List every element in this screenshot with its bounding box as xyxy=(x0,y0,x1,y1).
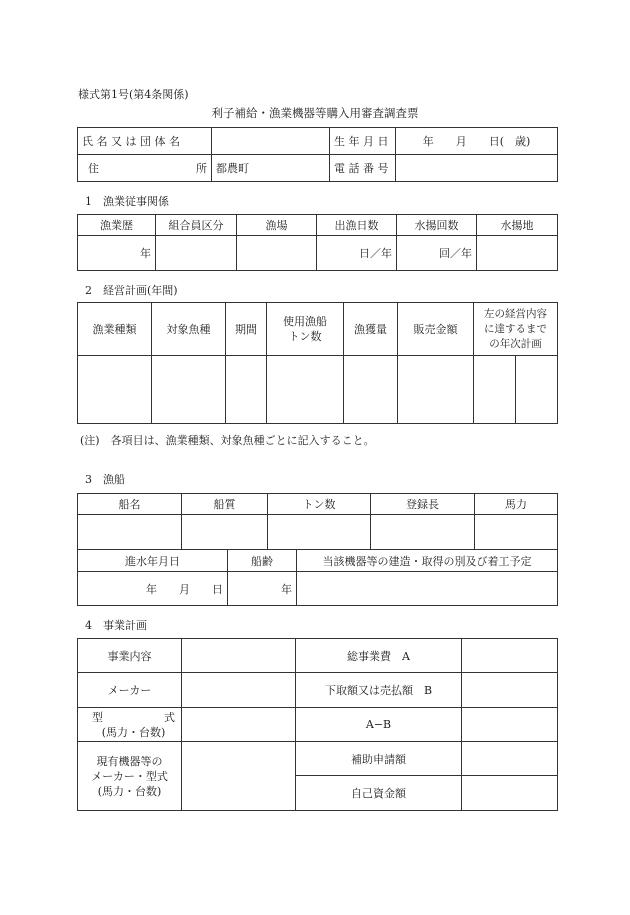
own-funds-value[interactable] xyxy=(462,776,558,811)
col-hull-material: 船質 xyxy=(182,494,268,515)
existing-equipment-label: 現有機器等の メーカー・型式 (馬力・台数) xyxy=(78,742,182,811)
address-label-left: 住 xyxy=(88,162,99,175)
col-fishing-career: 漁業歴 xyxy=(78,215,156,236)
section1-table xyxy=(77,214,558,271)
business-content-value[interactable] xyxy=(182,639,296,673)
launch-date-value[interactable]: 年 月 日 xyxy=(78,572,228,606)
col-target-species: 対象魚種 xyxy=(152,303,226,356)
address-label-right: 所 xyxy=(196,162,207,175)
section3-table-bottom xyxy=(77,549,558,606)
trade-in-label: 下取額又は売払額 B xyxy=(296,673,462,708)
subsidy-request-value[interactable] xyxy=(462,742,558,776)
section2-note: (注) 各項目は、漁業種類、対象魚種ごとに記入すること。 xyxy=(80,434,375,447)
a-minus-b-value[interactable] xyxy=(462,708,558,742)
catch-volume-cell[interactable] xyxy=(344,356,398,424)
col-tonnage: トン数 xyxy=(268,494,371,515)
col-landing-port: 水揚地 xyxy=(477,215,558,236)
member-class-value[interactable] xyxy=(156,236,237,271)
vessel-tonnage-cell[interactable] xyxy=(267,356,344,424)
dob-value[interactable]: 年 月 日( 歳) xyxy=(396,128,558,155)
vessel-age-value[interactable]: 年 xyxy=(228,572,297,606)
fishing-days-value[interactable]: 日／年 xyxy=(317,236,397,271)
model-label-sub: (馬力・台数) xyxy=(101,725,166,739)
col-registered-length: 登録長 xyxy=(371,494,475,515)
form-title: 利子補給・漁業機器等購入用審査調査票 xyxy=(211,106,419,120)
existing-equipment-value[interactable] xyxy=(182,742,296,811)
model-label xyxy=(78,708,182,742)
subsidy-request-label: 補助申請額 xyxy=(296,742,462,776)
col-launch-date: 進水年月日 xyxy=(78,550,228,572)
hull-material-cell[interactable] xyxy=(182,515,268,550)
col-vessel-tonnage: 使用漁船 トン数 xyxy=(267,303,344,356)
a-minus-b-label: A−B xyxy=(296,708,462,742)
col-fishing-days: 出漁日数 xyxy=(317,215,397,236)
col-vessel-name: 船名 xyxy=(78,494,182,515)
col-build-plan: 当該機器等の建造・取得の別及び着工予定 xyxy=(297,550,558,572)
section1-heading: 1 漁業従事関係 xyxy=(85,195,169,208)
business-content-label: 事業内容 xyxy=(78,639,182,673)
section4-heading: 4 事業計画 xyxy=(85,619,147,632)
address-label xyxy=(78,155,212,182)
col-horsepower: 馬力 xyxy=(475,494,558,515)
annual-plan-cell-a[interactable] xyxy=(474,356,516,424)
section4-table xyxy=(77,638,558,811)
total-cost-label: 総事業費 A xyxy=(296,639,462,673)
col-sales-amount: 販売金額 xyxy=(398,303,474,356)
annual-plan-cell-b[interactable] xyxy=(516,356,558,424)
name-value[interactable] xyxy=(212,128,330,155)
section3-table-top xyxy=(77,493,558,550)
phone-label: 電 話 番 号 xyxy=(330,155,396,182)
fishing-ground-value[interactable] xyxy=(237,236,317,271)
section2-heading: 2 経営計画(年間) xyxy=(85,284,178,297)
build-plan-value[interactable] xyxy=(297,572,558,606)
fishing-career-value[interactable]: 年 xyxy=(78,236,156,271)
trade-in-value[interactable] xyxy=(462,673,558,708)
target-species-cell[interactable] xyxy=(152,356,226,424)
phone-value[interactable] xyxy=(396,155,558,182)
landing-port-value[interactable] xyxy=(477,236,558,271)
vessel-name-cell[interactable] xyxy=(78,515,182,550)
period-cell[interactable] xyxy=(226,356,267,424)
col-period: 期間 xyxy=(226,303,267,356)
own-funds-label: 自己資金額 xyxy=(296,776,462,811)
registered-length-cell[interactable] xyxy=(371,515,475,550)
model-label-left: 型 xyxy=(92,710,103,724)
landing-count-value[interactable]: 回／年 xyxy=(397,236,477,271)
applicant-table xyxy=(77,127,558,182)
sales-amount-cell[interactable] xyxy=(398,356,474,424)
name-label: 氏 名 又 は 団 体 名 xyxy=(78,128,212,155)
horsepower-cell[interactable] xyxy=(475,515,558,550)
col-catch-volume: 漁獲量 xyxy=(344,303,398,356)
model-value[interactable] xyxy=(182,708,296,742)
fishery-type-cell[interactable] xyxy=(78,356,152,424)
maker-label: メーカー xyxy=(78,673,182,708)
maker-value[interactable] xyxy=(182,673,296,708)
total-cost-value[interactable] xyxy=(462,639,558,673)
col-landing-count: 水揚回数 xyxy=(397,215,477,236)
section2-table xyxy=(77,302,558,424)
col-fishing-ground: 漁場 xyxy=(237,215,317,236)
col-vessel-age: 船齢 xyxy=(228,550,297,572)
address-value[interactable]: 都農町 xyxy=(212,155,330,182)
col-annual-plan: 左の経営内容 に達するまで の年次計画 xyxy=(474,303,558,356)
dob-label: 生 年 月 日 xyxy=(330,128,396,155)
col-fishery-type: 漁業種類 xyxy=(78,303,152,356)
tonnage-cell[interactable] xyxy=(268,515,371,550)
form-number: 様式第1号(第4条関係) xyxy=(78,88,189,101)
section3-heading: 3 漁船 xyxy=(85,473,125,486)
model-label-right: 式 xyxy=(164,710,175,724)
col-member-class: 組合員区分 xyxy=(156,215,237,236)
